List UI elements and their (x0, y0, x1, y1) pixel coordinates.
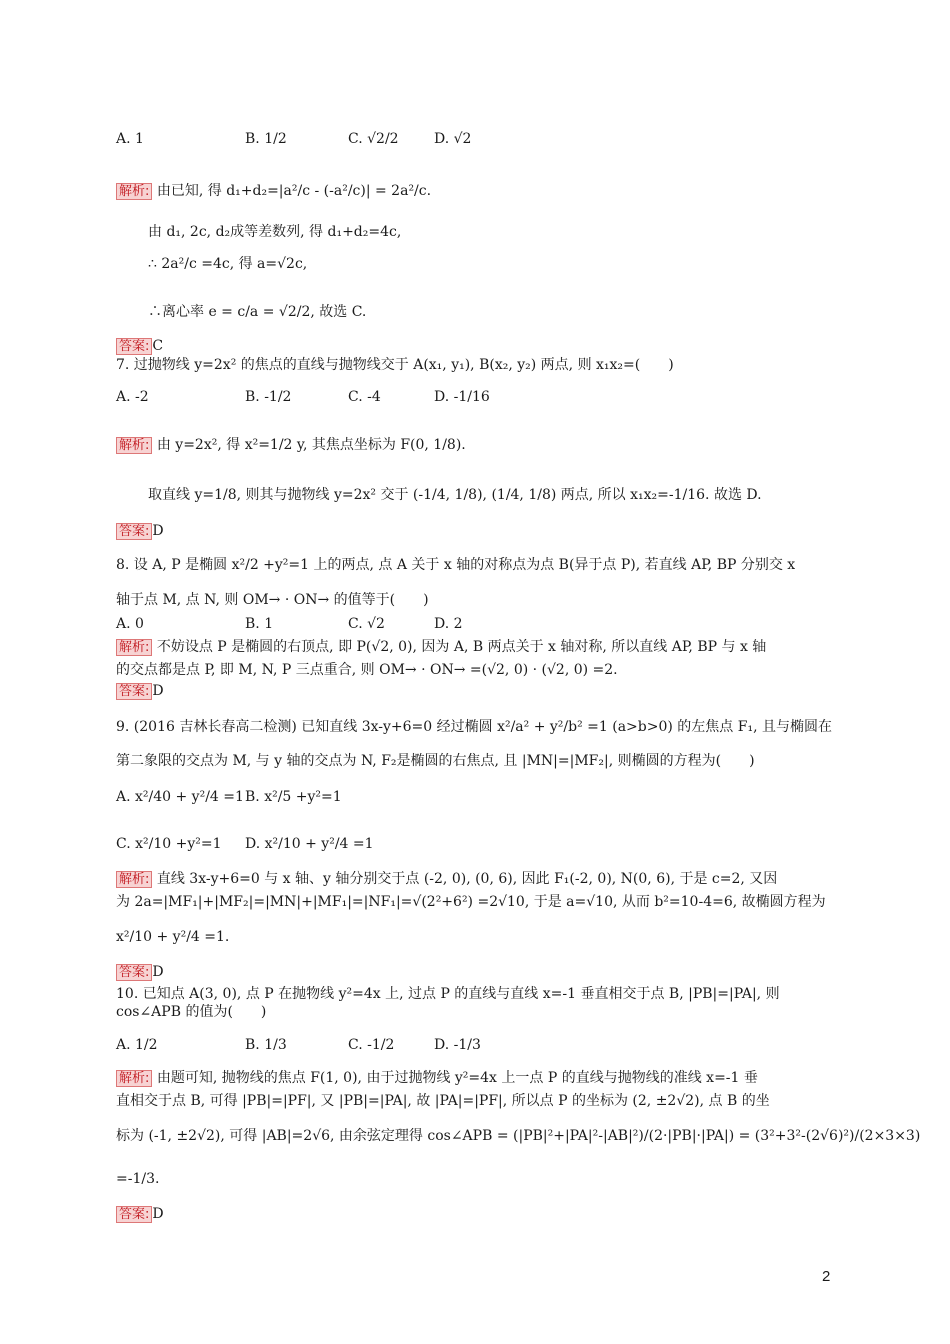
q9-solution-line-2: 为 2a=|MF₁|+|MF₂|=|MN|+|MF₁|=|NF₁|=√(2²+6²) =2√10, 于是 a=√10, 从而 b²=10-4=6, 故椭圆方程为 (116, 894, 826, 910)
q10-answer-line (116, 1205, 164, 1223)
q8-solution-text-1: 不妨设点 P 是椭圆的右顶点, 即 P(√2, 0), 因为 A, B 两点关于 x 轴对称, 所以直线 AP, BP 与 x 轴 (156, 639, 767, 655)
q8-solution-line-2: 的交点都是点 P, 即 M, N, P 三点重合, 则 OM→ · ON→ =(√2, 0) · (√2, 0) =2. (116, 662, 618, 678)
page-number: 2 (822, 1268, 831, 1285)
q10-solution-line-2: 直相交于点 B, 可得 |PB|=|PF|, 又 |PB|=|PA|, 故 |PA|=|PF|, 所以点 P 的坐标为 (2, ±2√2), 点 B 的坐 (116, 1093, 770, 1109)
q6-solution-line-3: ∴ 2a²/c =4c, 得 a=√2c, (148, 256, 308, 272)
q10-stem-line-1: 10. 已知点 A(3, 0), 点 P 在抛物线 y²=4x 上, 过点 P 的直线与直线 x=-1 垂直相交于点 B, |PB|=|PA|, 则 (116, 986, 780, 1002)
q6-option-b: B. 1/2 (245, 131, 287, 147)
q7-option-d: D. -1/16 (434, 389, 490, 405)
q10-option-c: C. -1/2 (348, 1037, 395, 1053)
q8-option-b: B. 1 (245, 616, 274, 632)
q10-solution-line-4: =-1/3. (116, 1171, 160, 1187)
q7-option-b: B. -1/2 (245, 389, 292, 405)
q9-answer-line (116, 963, 164, 981)
q6-solution-line-4: ∴离心率 e = c/a = √2/2, 故选 C. (148, 304, 367, 320)
q6-solution-line-2: 由 d₁, 2c, d₂成等差数列, 得 d₁+d₂=4c, (148, 224, 402, 240)
q8-solution-line-1 (116, 638, 766, 656)
q7-solution-line-2: 取直线 y=1/8, 则其与抛物线 y=2x² 交于 (-1/4, 1/8), (1/4, 1/8) 两点, 所以 x₁x₂=-1/16. 故选 D. (148, 487, 762, 503)
solution-tag: 解析: (116, 871, 152, 888)
q9-option-c: C. x²/10 +y²=1 (116, 836, 222, 852)
q6-option-c: C. √2/2 (348, 131, 399, 147)
q6-solution-text-1: 由已知, 得 d₁+d₂=|a²/c - (-a²/c)| = 2a²/c. (156, 183, 432, 199)
answer-tag: 答案: (116, 338, 152, 355)
answer-tag: 答案: (116, 523, 152, 540)
q8-option-a: A. 0 (116, 616, 144, 632)
q9-solution-line-3: x²/10 + y²/4 =1. (116, 929, 230, 945)
q8-stem-line-1: 8. 设 A, P 是椭圆 x²/2 +y²=1 上的两点, 点 A 关于 x 轴的对称点为点 B(异于点 P), 若直线 AP, BP 分别交 x (116, 557, 796, 573)
q6-solution-line-1 (116, 182, 431, 200)
q9-option-b: B. x²/5 +y²=1 (245, 789, 342, 805)
q10-solution-text-1: 由题可知, 抛物线的焦点 F(1, 0), 由于过抛物线 y²=4x 上一点 P 的直线与抛物线的准线 x=-1 垂 (156, 1070, 758, 1086)
answer-tag: 答案: (116, 964, 152, 981)
q10-solution-line-1 (116, 1069, 758, 1087)
q9-stem-line-1: 9. (2016 吉林长春高二检测) 已知直线 3x-y+6=0 经过椭圆 x²/a² + y²/b² =1 (a>b>0) 的左焦点 F₁, 且与椭圆在 (116, 719, 832, 735)
q8-answer: D (152, 683, 164, 699)
q6-option-d: D. √2 (434, 131, 472, 147)
q10-option-a: A. 1/2 (116, 1037, 158, 1053)
q10-stem-line-2: cos∠APB 的值为( ) (116, 1004, 267, 1020)
q9-option-d: D. x²/10 + y²/4 =1 (245, 836, 374, 852)
q7-stem: 7. 过抛物线 y=2x² 的焦点的直线与抛物线交于 A(x₁, y₁), B(x₂, y₂) 两点, 则 x₁x₂=( ) (116, 357, 674, 373)
q8-option-c: C. √2 (348, 616, 385, 632)
q7-solution-line-1 (116, 436, 466, 454)
q8-option-d: D. 2 (434, 616, 463, 632)
q8-stem-line-2: 轴于点 M, 点 N, 则 OM→ · ON→ 的值等于( ) (116, 592, 429, 608)
q7-option-c: C. -4 (348, 389, 381, 405)
q9-answer: D (152, 964, 164, 980)
solution-tag: 解析: (116, 1070, 152, 1087)
q10-option-d: D. -1/3 (434, 1037, 481, 1053)
q10-answer: D (152, 1206, 164, 1222)
q9-solution-line-1 (116, 870, 777, 888)
q9-solution-text-1: 直线 3x-y+6=0 与 x 轴、y 轴分别交于点 (-2, 0), (0, 6), 因此 F₁(-2, 0), N(0, 6), 于是 c=2, 又因 (156, 871, 778, 887)
q9-option-a: A. x²/40 + y²/4 =1 (116, 789, 244, 805)
q7-solution-text-1: 由 y=2x², 得 x²=1/2 y, 其焦点坐标为 F(0, 1/8). (156, 437, 466, 453)
q8-answer-line (116, 682, 164, 700)
solution-tag: 解析: (116, 437, 152, 454)
solution-tag: 解析: (116, 183, 152, 200)
q7-answer-line (116, 522, 164, 540)
q10-solution-line-3: 标为 (-1, ±2√2), 可得 |AB|=2√6, 由余弦定理得 cos∠APB = (|PB|²+|PA|²-|AB|²)/(2·|PB|·|PA|) = (3²+3²-(2√6)²)/(2×3×3) (116, 1128, 921, 1144)
answer-tag: 答案: (116, 1206, 152, 1223)
q6-answer: C (152, 338, 164, 354)
q9-stem-line-2: 第二象限的交点为 M, 与 y 轴的交点为 N, F₂是椭圆的右焦点, 且 |MN|=|MF₂|, 则椭圆的方程为( ) (116, 753, 755, 769)
solution-tag: 解析: (116, 639, 152, 656)
q10-option-b: B. 1/3 (245, 1037, 287, 1053)
q7-option-a: A. -2 (116, 389, 149, 405)
answer-tag: 答案: (116, 683, 152, 700)
q6-option-a: A. 1 (116, 131, 144, 147)
q6-answer-line (116, 337, 163, 355)
q7-answer: D (152, 523, 164, 539)
